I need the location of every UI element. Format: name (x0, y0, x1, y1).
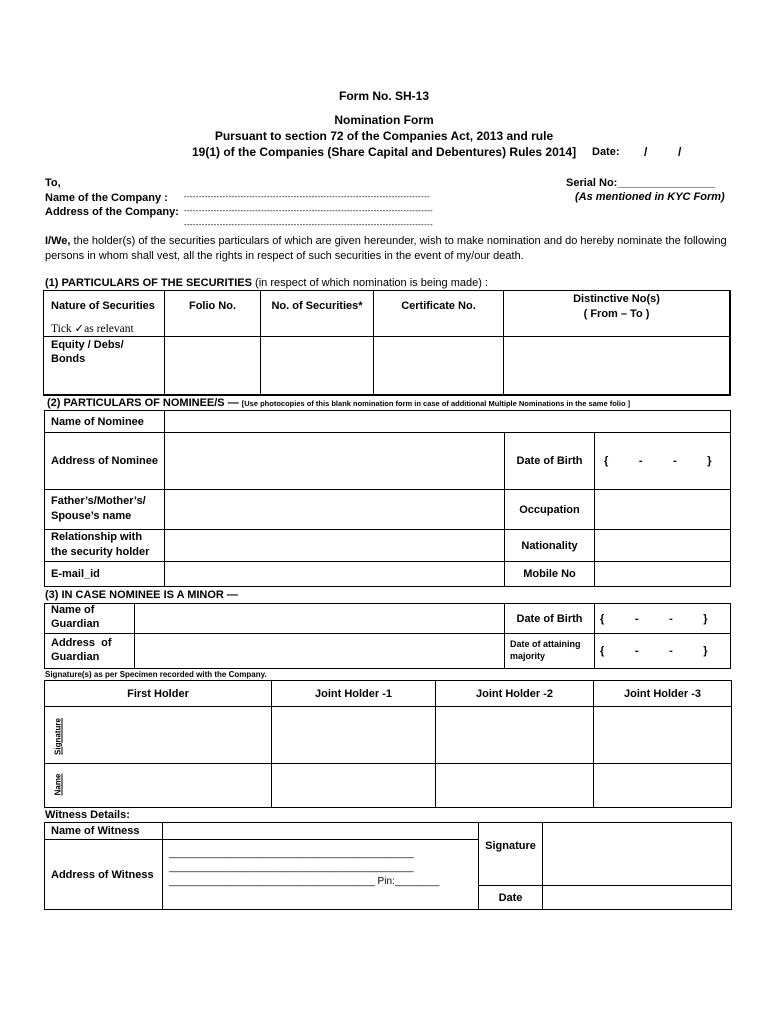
parent-spouse-line1: Father’s/Mother’s/ (51, 495, 146, 507)
joint-holder-2-signature[interactable] (436, 707, 593, 763)
parent-spouse-line2: Spouse’s name (51, 510, 132, 522)
majority-date-label (510, 638, 581, 662)
col-distinctive-nos: Distinctive No(s) (573, 293, 660, 305)
joint-holder-3-name[interactable] (594, 764, 731, 807)
company-name-field[interactable]: ----------------------------------------------------------------------------------- (184, 192, 431, 201)
nominee-table (44, 410, 731, 587)
occupation-label: Occupation (519, 503, 580, 516)
col-nature-note: Tick ✓as relevant (51, 323, 134, 335)
section2-title: (2) PARTICULARS OF NOMINEE/S — (47, 397, 239, 409)
witness-address-label: Address of Witness (51, 868, 154, 881)
section1-title: (1) PARTICULARS OF THE SECURITIES (45, 277, 252, 289)
email-label: E-mail_id (51, 568, 100, 580)
section1-heading (45, 277, 488, 289)
email-field[interactable] (165, 562, 504, 586)
row-equity-debs-bonds: Equity / Debs/ Bonds (51, 339, 124, 365)
certificate-no-cell[interactable] (374, 337, 503, 394)
section1-note: (in respect of which nomination is being made) : (251, 277, 488, 289)
company-address-label: Address of the Company: (45, 206, 179, 218)
signatures-table (44, 680, 732, 808)
witness-date-field[interactable] (543, 886, 731, 909)
date-separator-2: / (678, 145, 682, 159)
col-distinctive-range: ( From – To ) (583, 308, 650, 320)
folio-no-cell[interactable] (165, 337, 260, 394)
majority-line1: Date of attaining (510, 639, 581, 649)
name-of-nominee-field[interactable] (165, 411, 730, 432)
first-holder-signature[interactable] (68, 707, 271, 763)
guardian-name-line1: Name of (51, 604, 95, 616)
witness-heading: Witness Details: (45, 809, 130, 821)
witness-address-line3: _____________________________________ Pin:________ (169, 876, 440, 887)
joint-holder-3-header: Joint Holder -3 (623, 687, 701, 700)
address-of-nominee-label: Address of Nominee (51, 455, 158, 467)
parent-spouse-name-label (51, 494, 146, 524)
majority-line2: majority (510, 651, 546, 661)
guardian-name-line2: Guardian (51, 618, 100, 630)
guardian-address-label (51, 636, 112, 664)
minor-dob-field[interactable]: { - - } (600, 612, 708, 625)
date-label: Date: (592, 146, 620, 158)
address-of-nominee-field[interactable] (165, 433, 504, 489)
first-holder-name[interactable] (68, 764, 271, 807)
mobile-field[interactable] (595, 562, 730, 586)
form-subtitle-line1: Pursuant to section 72 of the Companies Act, 2013 and rule (214, 129, 554, 143)
witness-date-label: Date (498, 891, 523, 904)
joint-holder-1-signature[interactable] (272, 707, 435, 763)
col-folio-no: Folio No. (188, 300, 237, 312)
no-of-securities-cell[interactable] (261, 337, 373, 394)
declaration (45, 234, 728, 264)
serial-no-field[interactable]: Serial No:________________ (566, 177, 716, 189)
name-of-nominee-label: Name of Nominee (51, 415, 144, 428)
joint-holder-1-header: Joint Holder -1 (314, 687, 392, 700)
guardian-name-field[interactable] (135, 604, 504, 633)
joint-holder-2-header: Joint Holder -2 (475, 687, 553, 700)
minor-dob-label: Date of Birth (516, 612, 583, 625)
witness-address-field[interactable] (169, 847, 439, 889)
guardian-table (44, 603, 731, 669)
guardian-address-line2: Guardian (51, 651, 100, 663)
relationship-label (51, 530, 149, 560)
declaration-text: the holder(s) of the securities particulars of which are given hereunder, wish to make nomination and do hereby nominate the following persons in whom shall vest, all the rights in respect of such securities in the event of my/our death. (45, 235, 727, 262)
securities-table (43, 290, 731, 396)
signature-caption: Signature(s) as per Specimen recorded with the Company. (45, 670, 267, 679)
company-name-label: Name of the Company : (45, 192, 168, 204)
witness-table (44, 822, 732, 910)
col-certificate-no: Certificate No. (401, 300, 476, 312)
witness-address-line1: ____________________________________________ (169, 848, 414, 859)
guardian-address-line1: Address of (51, 637, 112, 649)
company-address-field[interactable]: ------------------------------------------------------------------------------------ (184, 206, 433, 215)
distinctive-nos-cell[interactable] (504, 337, 729, 394)
form-number: Form No. SH-13 (338, 89, 429, 103)
witness-address-line2: ____________________________________________ (169, 862, 414, 873)
relationship-line1: Relationship with (51, 531, 143, 543)
form-subtitle-line2: 19(1) of the Companies (Share Capital and Debentures) Rules 2014] (192, 145, 577, 159)
declaration-lead: I/We, (45, 235, 71, 247)
mobile-label: Mobile No (523, 568, 576, 580)
nominee-dob-label: Date of Birth (516, 455, 583, 467)
witness-signature-label: Signature (485, 840, 536, 852)
serial-no-note: (As mentioned in KYC Form) (575, 191, 725, 203)
form-title: Nomination Form (334, 113, 434, 127)
nationality-label: Nationality (521, 539, 578, 552)
col-nature-of-securities: Nature of Securities (51, 300, 155, 312)
witness-name-field[interactable] (163, 823, 478, 839)
guardian-address-field[interactable] (135, 634, 504, 668)
section2-heading (47, 397, 630, 409)
relationship-line2: the security holder (51, 546, 150, 558)
date-separator-1: / (644, 145, 648, 159)
col-no-of-securities: No. of Securities* (271, 300, 363, 312)
first-holder-header: First Holder (127, 687, 189, 700)
joint-holder-2-name[interactable] (436, 764, 593, 807)
company-address-field-2[interactable]: ------------------------------------------------------------------------------------ (184, 220, 433, 229)
nationality-field[interactable] (595, 530, 730, 561)
witness-signature-field[interactable] (543, 823, 731, 885)
relationship-field[interactable] (165, 530, 504, 561)
name-row-label: Name (53, 773, 63, 796)
signature-row-label: Signature (53, 718, 63, 755)
section2-note: [Use photocopies of this blank nomination form in case of additional Multiple Nominations in the same folio ] (241, 399, 631, 408)
nominee-dob-field[interactable]: { - - } (604, 455, 712, 467)
to-label: To, (45, 177, 61, 189)
witness-name-label: Name of Witness (51, 825, 140, 837)
section3-heading: (3) IN CASE NOMINEE IS A MINOR — (45, 589, 238, 601)
majority-date-field[interactable]: { - - } (600, 645, 708, 657)
joint-holder-1-name[interactable] (272, 764, 435, 807)
joint-holder-3-signature[interactable] (594, 707, 731, 763)
guardian-name-label (51, 603, 99, 631)
occupation-field[interactable] (595, 490, 730, 529)
parent-spouse-name-field[interactable] (165, 490, 504, 529)
